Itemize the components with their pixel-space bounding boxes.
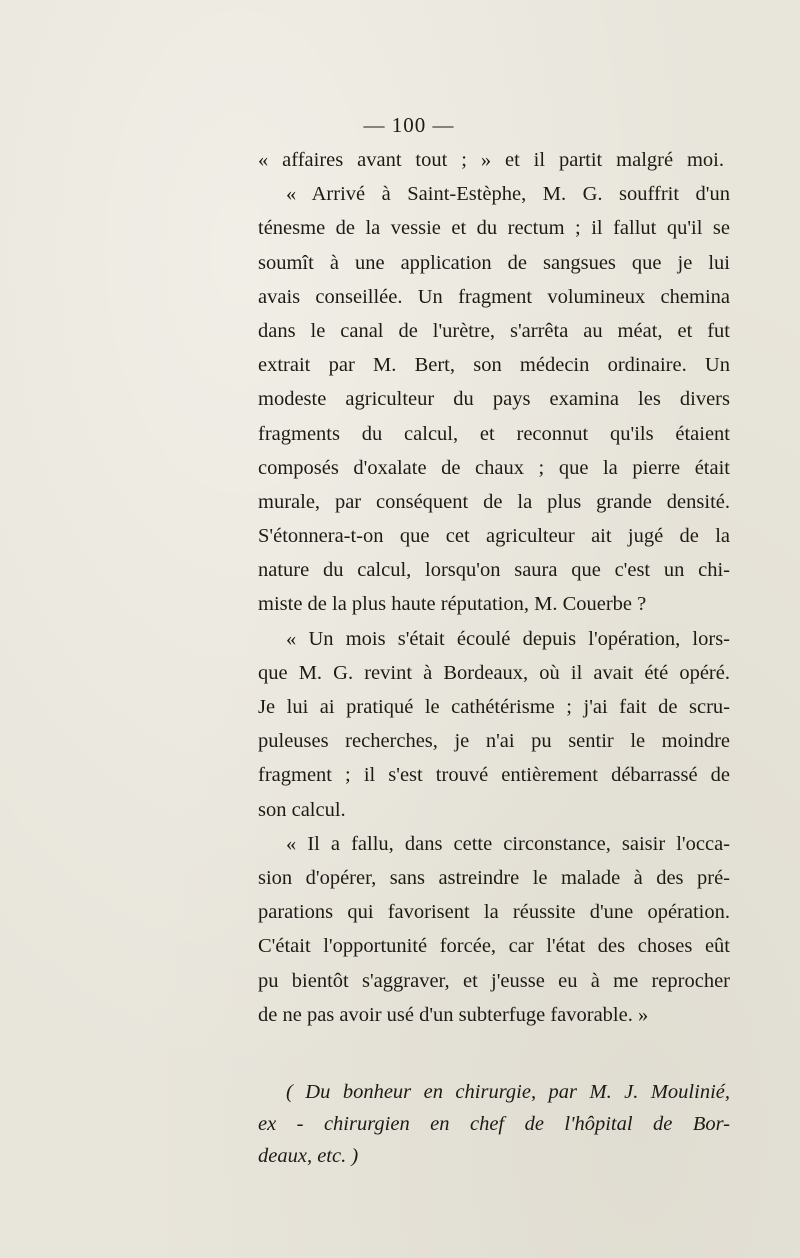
text-line: pu bientôt s'aggraver, et j'eusse eu à me reprocher (258, 969, 730, 992)
text-line: que M. G. revint à Bordeaux, où il avait été opéré. (258, 661, 730, 684)
text-line: son calcul. (258, 798, 346, 821)
spacer (258, 1032, 730, 1076)
body-text (258, 143, 730, 1172)
citation-line: deaux, etc. ) (258, 1144, 359, 1167)
citation (258, 1076, 730, 1172)
text-line: extrait par M. Bert, son médecin ordinaire. Un (258, 354, 730, 377)
text-line: nature du calcul, lorsqu'on saura que c'est un chi- (258, 559, 730, 582)
text-line: « Il a fallu, dans cette circonstance, saisir l'occa- (286, 832, 730, 855)
text-line: modeste agriculteur du pays examina les divers (258, 388, 730, 411)
text-line: soumît à une application de sangsues que je lui (258, 251, 730, 274)
text-line: de ne pas avoir usé d'un subterfuge favorable. » (258, 1003, 649, 1026)
page-number: — 100 — (363, 113, 455, 137)
text-line: murale, par conséquent de la plus grande densité. (258, 490, 730, 513)
text-line: miste de la plus haute réputation, M. Couerbe ? (258, 593, 647, 616)
text-line: puleuses recherches, je n'ai pu sentir le moindre (258, 730, 730, 753)
text-line: composés d'oxalate de chaux ; que la pierre était (258, 456, 730, 479)
text-line: fragments du calcul, et reconnut qu'ils étaient (258, 422, 730, 445)
citation-line: ex - chirurgien en chef de l'hôpital de Bor- (258, 1112, 730, 1135)
text-line: S'étonnera-t-on que cet agriculteur ait jugé de la (258, 525, 730, 548)
text-line: « affaires avant tout ; » et il partit malgré moi. (258, 149, 724, 171)
text-line: « Arrivé à Saint-Estèphe, M. G. souffrit d'un (286, 183, 730, 206)
text-line: C'était l'opportunité forcée, car l'état des choses eût (258, 935, 730, 958)
text-line: dans le canal de l'urètre, s'arrêta au méat, et fut (258, 319, 730, 342)
text-line: Je lui ai pratiqué le cathétérisme ; j'ai fait de scru- (258, 696, 730, 718)
citation-line: ( Du bonheur en chirurgie, par M. J. Moulinié, (286, 1080, 730, 1103)
text-line: « Un mois s'était écoulé depuis l'opération, lors- (286, 627, 730, 650)
text-line: avais conseillée. Un fragment volumineux chemina (258, 285, 730, 308)
text-line: sion d'opérer, sans astreindre le malade à des pré- (258, 866, 730, 889)
text-line: parations qui favorisent la réussite d'une opération. (258, 901, 730, 924)
text-line: ténesme de la vessie et du rectum ; il fallut qu'il se (258, 217, 730, 240)
text-line: fragment ; il s'est trouvé entièrement débarrassé de (258, 764, 730, 787)
